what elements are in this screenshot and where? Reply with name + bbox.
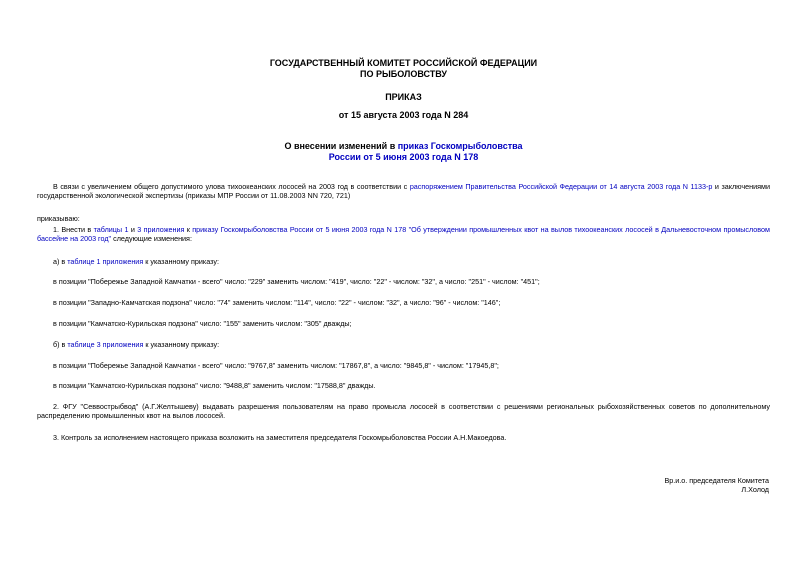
document-date-number: от 15 августа 2003 года N 284: [338, 110, 469, 120]
item1-text-3: к: [184, 225, 193, 234]
item1-link-table1[interactable]: таблицы 1: [93, 225, 129, 234]
item1-text-4: следующие изменения:: [111, 234, 192, 244]
item1-link-order178[interactable]: приказу Госкомрыболовства России от 5 июня 2003 года N 178 "Об утверждении промышленных квот на вылов тихоокеанских лососей в Дальневосточном промысловом бассейне на 2003 год": [37, 225, 770, 244]
sub-item-a: [37, 257, 770, 266]
sub-a-link-table1[interactable]: таблице 1 приложения: [67, 257, 144, 266]
sub-b-text-2: к указанному приказу:: [143, 340, 220, 349]
item-3-paragraph: 3. Контроль за исполнением настоящего приказа возложить на заместителя председателя Госкомрыболовства России А.Н.Макоедова.: [53, 433, 507, 442]
sub-a-text-1: а) в: [53, 257, 68, 266]
intro-text-2: и заключениями государственной экологической экспертизы (приказы МПР России от 11.08.2003 NN 720, 721): [37, 182, 770, 201]
item1-link-appendix3[interactable]: 3 приложения: [137, 225, 185, 234]
prikazyvayu-text: приказываю:: [37, 214, 80, 223]
org-name-line2: ПО РЫБОЛОВСТВУ: [359, 69, 448, 80]
sub-b-link-table3[interactable]: таблице 3 приложения: [67, 340, 144, 349]
document-type: ПРИКАЗ: [385, 92, 422, 102]
item1-text-1: 1. Внести в: [53, 225, 94, 234]
sub-item-b: [37, 340, 770, 349]
intro-link-government-order[interactable]: распоряжением Правительства Российской Федерации от 14 августа 2003 года N 1133-р: [409, 182, 713, 191]
item-2-paragraph: 2. ФГУ "Севвострыбвод" (А.Г.Желтышеву) выдавать разрешения пользователям на право промысла лососей в соответствии с решениями региональных рыбохозяйственных советов по дополнительному распределению промышленных квот на вылов лососей.: [37, 402, 770, 421]
sub-b-item-1: в позиции "Побережье Западной Камчатки - всего" число: "9767,8" заменить числом: "17867,8", а число: "9845,8" - числом: "17945,8";: [53, 361, 499, 370]
sub-a-item-2: в позиции "Западно-Камчатская подзона" число: "74" заменить числом: "114", число: "22" - числом: "32", а число: "96" - числом: "146";: [53, 298, 501, 307]
sub-a-item-3: в позиции "Камчатско-Курильская подзона" число: "155" заменить числом: "305" дважды;: [53, 319, 352, 328]
title-prefix: О внесении изменений в: [284, 141, 398, 151]
document-title: [0, 141, 807, 164]
title-link-order[interactable]: приказ Госкомрыболовства: [397, 141, 523, 151]
sub-a-text-2: к указанному приказу:: [143, 257, 219, 266]
document-header: [0, 58, 807, 81]
intro-text-1: В связи с увеличением общего допустимого улова тихоокеанских лососей на 2003 год в соответствии с: [53, 182, 410, 191]
item1-text-2: и: [128, 225, 138, 234]
intro-paragraph: [37, 182, 770, 201]
item-1-paragraph: [37, 225, 770, 244]
signature-position: Вр.и.о. председателя Комитета: [664, 476, 769, 485]
sub-a-item-1: в позиции "Побережье Западной Камчатки - всего" число: "229" заменить числом: "419", число: "22" - числом: "32", а число: "251" - числом: "451";: [53, 277, 540, 286]
title-link-order-date[interactable]: России от 5 июня 2003 года N 178: [328, 152, 479, 163]
sub-b-text-1: б) в: [53, 340, 68, 349]
org-name-line1: ГОСУДАРСТВЕННЫЙ КОМИТЕТ РОССИЙСКОЙ ФЕДЕРАЦИИ: [269, 58, 538, 68]
sub-b-item-2: в позиции "Камчатско-Курильская подзона" число: "9488,8" заменить числом: "17588,8" дважды.: [53, 381, 376, 390]
signature-block: [664, 476, 769, 495]
signature-name: Л.Холод: [741, 485, 769, 495]
